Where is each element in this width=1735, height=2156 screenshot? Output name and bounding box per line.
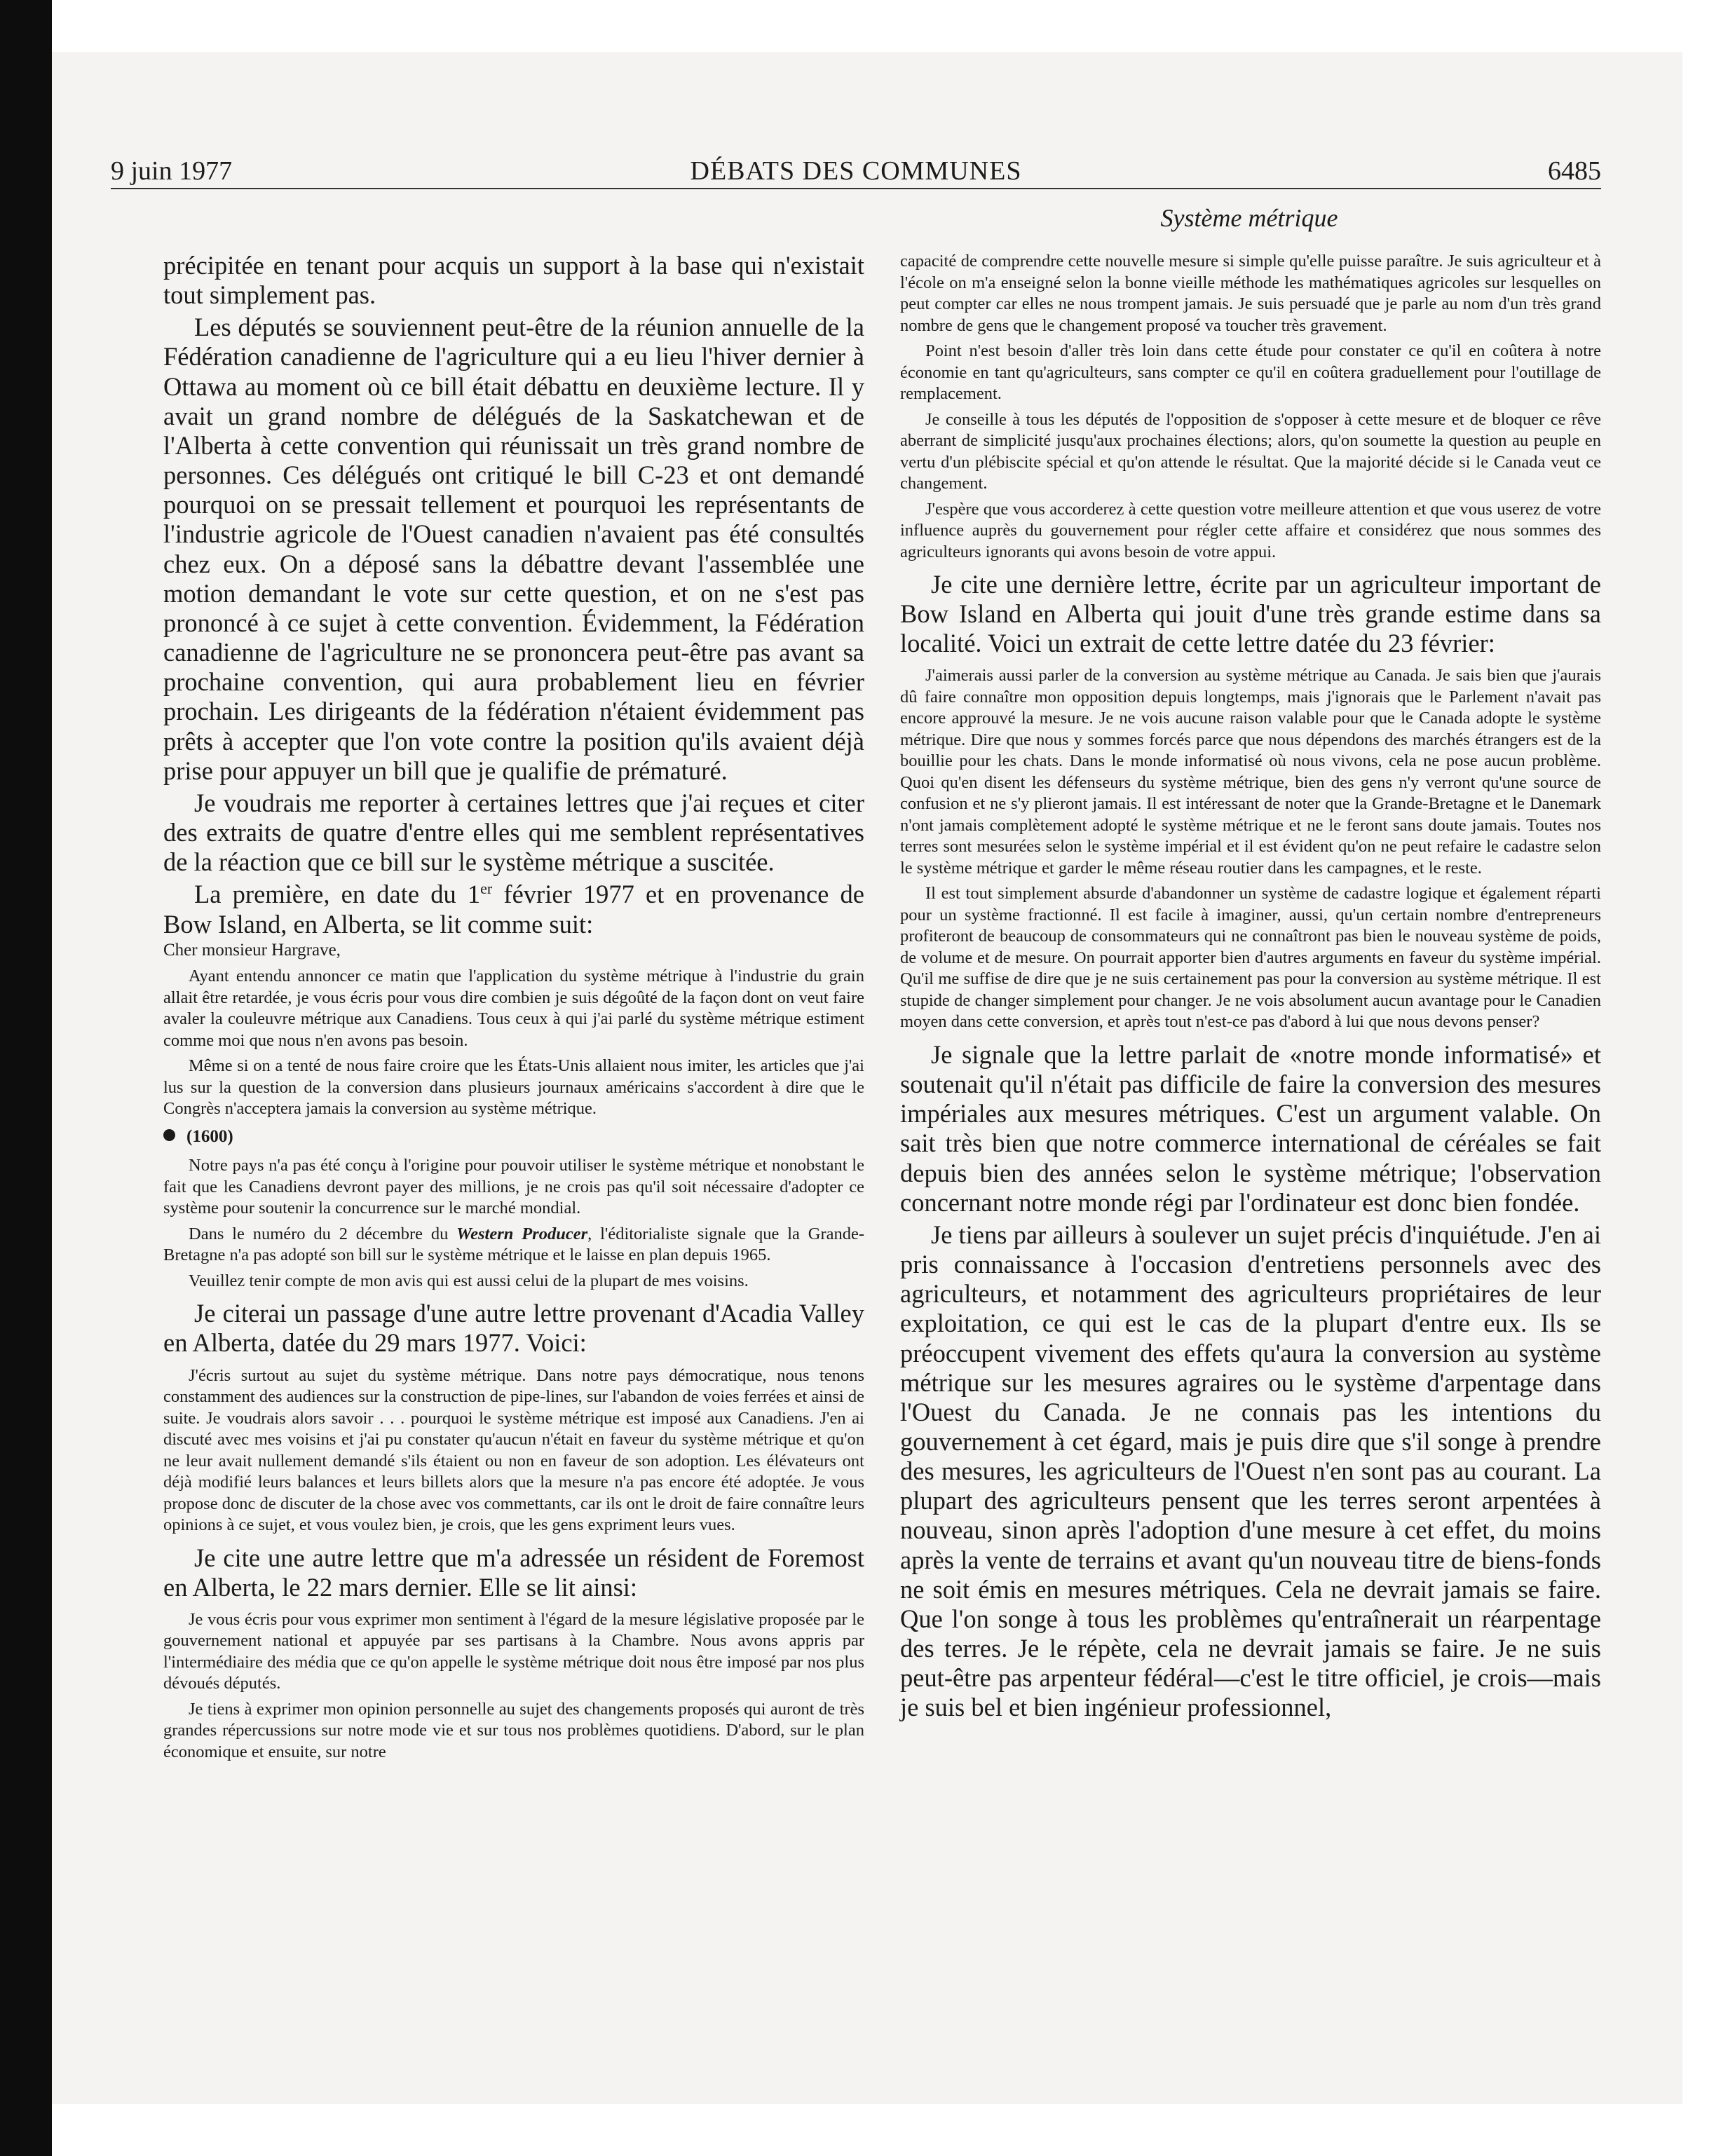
scan-border	[0, 0, 52, 2156]
right-column	[900, 251, 1601, 1723]
quote-paragraph: Veuillez tenir compte de mon avis qui est aussi celui de la plupart de mes voisins.	[189, 1271, 749, 1290]
paragraph: Je signale que la lettre parlait de «notre monde informatisé» et soutenait qu'il n'était pas difficile de faire la conversion des mesures impériales aux mesures métriques. C'est un argument valable. On sait très bien que notre commerce international de céréales se fait depuis bien des années selon le système métrique; l'observation concernant notre monde régi par l'ordinateur est donc bien fondée.	[900, 1039, 1601, 1217]
quote-paragraph: J'aimerais aussi parler de la conversion au système métrique au Canada. Je sais bien que j'aurais dû faire connaître mon opposition depuis longtemps, mais j'ignorais que le Parlement n'avait pas encore approuvé la mesure. Je ne vois aucune raison valable pour que le Canada adopte le système métrique. Dire que nous y sommes forcés parce que nous dépendons des marchés étrangers est de la bouillie pour les chats. Dans le monde informatisé où nous vivons, cela ne pose aucun problème. Quoi qu'en disent les défenseurs du système métrique, bien des gens n'y verront qu'une source de confusion et ne s'y plieront jamais. Il est intéressant de noter que la Grande-Bretagne et le Danemark n'ont jamais complètement adopté le système métrique et ne le feront sans doute jamais. Toutes nos terres sont mesurées selon le système impérial et il est évident qu'on ne peut refaire le cadastre selon le système métrique et garder le même réseau routier dans les campagnes, et le reste.	[900, 666, 1601, 878]
quote-paragraph	[163, 1224, 864, 1267]
paragraph: Je voudrais me reporter à certaines lettres que j'ai reçues et citer des extraits de quatre d'entre elles qui me semblent représentatives de la réaction que ce bill sur le système métrique a suscitée.	[163, 788, 864, 877]
header-date: 9 juin 1977	[111, 156, 233, 186]
paragraph: Je cite une dernière lettre, écrite par un agriculteur important de Bow Island en Alberta qui jouit d'une très grande estime dans sa localité. Voici un extrait de cette lettre datée du 23 février:	[900, 570, 1601, 658]
paragraph: Je cite une autre lettre que m'a adressée un résident de Foremost en Alberta, le 22 mars dernier. Elle se lit ainsi:	[163, 1543, 864, 1602]
text-run: Dans le numéro du 2 décembre du	[189, 1224, 457, 1243]
quote-paragraph: J'écris surtout au sujet du système métrique. Dans notre pays démocratique, nous tenons constamment des audiences sur la construction de pipe-lines, sur l'abandon de voies ferrées et ainsi de suite. Je voudrais alors savoir . . . pourquoi le système métrique est imposé aux Canadiens. J'en ai discuté avec mes voisins et j'ai pu constater qu'aucun n'était en faveur du système métrique et qu'on ne leur avait nullement demandé s'ils étaient ou non en faveur de son adoption. Les élévateurs ont déjà modifié leurs balances et leurs billets alors que la mesure n'a pas encore été adoptée. Je vous propose donc de discuter de la chose avec vos commettants, car ils ont le droit de faire connaître leurs opinions à ce sujet, et vous voulez bien, je crois, que les gens expriment leurs vues.	[163, 1365, 864, 1535]
time-marker	[163, 1126, 864, 1149]
quote-paragraph: Je tiens à exprimer mon opinion personnelle au sujet des changements proposés qui auront de très grandes répercussions sur notre mode vie et sur tous nos problèmes quotidiens. D'abord, sur le plan économique et ensuite, sur notre	[163, 1699, 864, 1761]
quote-paragraph: Point n'est besoin d'aller très loin dans cette étude pour constater ce qu'il en coûtera à notre économie en tant qu'agriculteurs, sans compter ce qu'il en coûtera graduellement pour l'outillage de remplacement.	[900, 341, 1601, 403]
bullet-icon	[163, 1129, 175, 1141]
superscript: er	[480, 880, 493, 898]
quote-paragraph: Notre pays n'a pas été conçu à l'origine pour pouvoir utiliser le système métrique et nonobstant le fait que les Canadiens devront payer des millions, je ne crois pas qu'il soit nécessaire d'adopter ce système pour soutenir la concurrence sur le marché mondial.	[163, 1156, 864, 1218]
paragraph	[163, 880, 864, 939]
quote-paragraph: J'espère que vous accorderez à cette question votre meilleure attention et que vous userez de votre influence auprès du gouvernement pour régler cette affaire et considérez que nous sommes des agriculteurs ignorants qui avons besoin de votre appui.	[900, 499, 1601, 561]
section-title: Système métrique	[1160, 204, 1338, 232]
quote-paragraph: Même si on a tenté de nous faire croire que les États-Unis allaient nous imiter, les articles que j'ai lus sur la question de la conversion dans plusieurs journaux américains s'accordent à dire que le Congrès n'acceptera jamais la conversion au système métrique.	[163, 1056, 864, 1119]
text-run: La première, en date du 1	[194, 880, 481, 909]
text-run: février 1977 et en provenance de Bow Island, en Alberta, se lit comme suit:	[163, 880, 864, 939]
time-marker-label: (1600)	[186, 1126, 233, 1146]
quote-paragraph: Ayant entendu annoncer ce matin que l'application du système métrique à l'industrie du grain allait être retardée, je vous écris pour vous dire combien je suis dégoûté de la façon dont on veut faire avaler la couleuvre métrique aux Canadiens. Tous ceux à qui j'ai parlé du système métrique estiment comme moi que nous n'en avons pas besoin.	[163, 967, 864, 1050]
quote-paragraph: Je vous écris pour vous exprimer mon sentiment à l'égard de la mesure législative proposée par le gouvernement national et appuyée par ses partisans à la Chambre. Nous avons appris par l'intermédiaire des média que ce qu'on appelle le système métrique doit nous être imposé par nos plus dévoués députés.	[163, 1609, 864, 1693]
quote-paragraph: capacité de comprendre cette nouvelle mesure si simple qu'elle puisse paraître. Je suis agriculteur et à l'école on m'a enseigné selon la bonne vieille méthode les mathématiques agricoles sur lesquelles on peut compter car elles ne nous trompent jamais. Je suis persuadé que je parle au nom d'un très grand nombre de gens que le changement proposé va toucher très gravement.	[900, 252, 1601, 335]
publication-name: Western Producer	[456, 1224, 588, 1243]
left-column	[163, 251, 864, 1763]
paragraph: Je citerai un passage d'une autre lettre provenant d'Acadia Valley en Alberta, datée du 29 mars 1977. Voici:	[163, 1299, 864, 1358]
page-header	[111, 156, 1601, 189]
header-title: DÉBATS DES COMMUNES	[690, 156, 1022, 186]
quote-paragraph: Je conseille à tous les députés de l'opposition de s'opposer à cette mesure et de bloquer ce rêve aberrant de simplicité jusqu'aux prochaines élections; alors, qu'on soumette la question au peuple en vertu d'un plébiscite spécial et qu'on attende le résultat. Que la majorité décide si le Canada veut ce changement.	[900, 409, 1601, 493]
paragraph: Les députés se souviennent peut-être de la réunion annuelle de la Fédération canadienne de l'agriculture qui a eu lieu l'hiver dernier à Ottawa au moment où ce bill était débattu en deuxième lecture. Il y avait un grand nombre de délégués de la Saskatchewan et de l'Alberta à cette convention qui réunissait un très grand nombre de personnes. Ces délégués ont critiqué le bill C-23 et ont demandé pourquoi on se pressait tellement et pourquoi les représentants de l'industrie agricole de l'Ouest canadien n'avaient pas été consultés chez eux. On a déposé sans la débattre devant l'assemblée une motion demandant le vote sur cette question, et on ne s'est pas prononcé à ce sujet à cette convention. Évidemment, la Fédération canadienne de l'agriculture ne se prononcera peut-être pas avant sa prochaine convention, qui aura probablement lieu en février prochain. Les dirigeants de la fédération n'étaient évidemment pas prêts à accepter que l'on vote contre la position qu'ils avaient déjà prise pour appuyer un bill que je qualifie de prématuré.	[163, 313, 864, 785]
text-run: , l'éditorialiste signale que la Grande-Bretagne n'a pas adopté son bill sur le système métrique et le laisse en plan depuis 1965.	[163, 1224, 865, 1265]
paragraph: précipitée en tenant pour acquis un support à la base qui n'existait tout simplement pas.	[163, 251, 864, 310]
header-rule	[111, 188, 1601, 189]
salutation: Cher monsieur Hargrave,	[163, 940, 341, 960]
header-page-number: 6485	[1548, 156, 1601, 186]
paragraph: Je tiens par ailleurs à soulever un sujet précis d'inquiétude. J'en ai pris connaissance à l'occasion d'entretiens personnels avec des agriculteurs, et notamment des agriculteurs propriétaires de leur exploitation, ce qui est le cas de la plupart d'entre eux. Ils se préoccupent vivement des effets qu'aura la conversion au système métrique sur les mesures agraires ou le système d'arpentage dans l'Ouest du Canada. Je ne connais pas les intentions du gouvernement à cet égard, mais je puis dire que s'il songe à prendre des mesures, les agriculteurs de l'Ouest n'en sont pas au courant. La plupart des agriculteurs pensent que les terres seront arpentées à nouveau, sinon après l'adoption d'une mesure à cet effet, du moins après la vente de terrains et avant qu'un nouveau titre de biens-fonds ne soit émis en mesures métriques. Cela ne devrait jamais se faire. Que l'on songe à tous les problèmes qu'entraînerait un réarpentage des terres. Je le répète, cela ne devrait jamais se faire. Je ne suis peut-être pas arpenteur fédéral—c'est le titre officiel, je crois—mais je suis bel et bien ingénieur professionnel,	[900, 1220, 1601, 1722]
quote-paragraph: Il est tout simplement absurde d'abandonner un système de cadastre logique et également réparti pour un système fractionné. Il est facile à imaginer, aussi, qu'un certain nombre d'entrepreneurs profiteront de beaucoup de consommateurs qui ne connaîtront pas bien le nouveau système de poids, de volume et de mesure. On pourrait apporter bien d'autres arguments en faveur du système impérial. Qu'il me suffise de dire que je ne suis certainement pas pour la conversion au système métrique. Il est stupide de changer simplement pour changer. Je ne vois absolument aucun avantage pour le Canadien moyen dans cette conversion, et après tout n'est-ce pas d'abord à lui que nous devons penser?	[900, 884, 1601, 1032]
